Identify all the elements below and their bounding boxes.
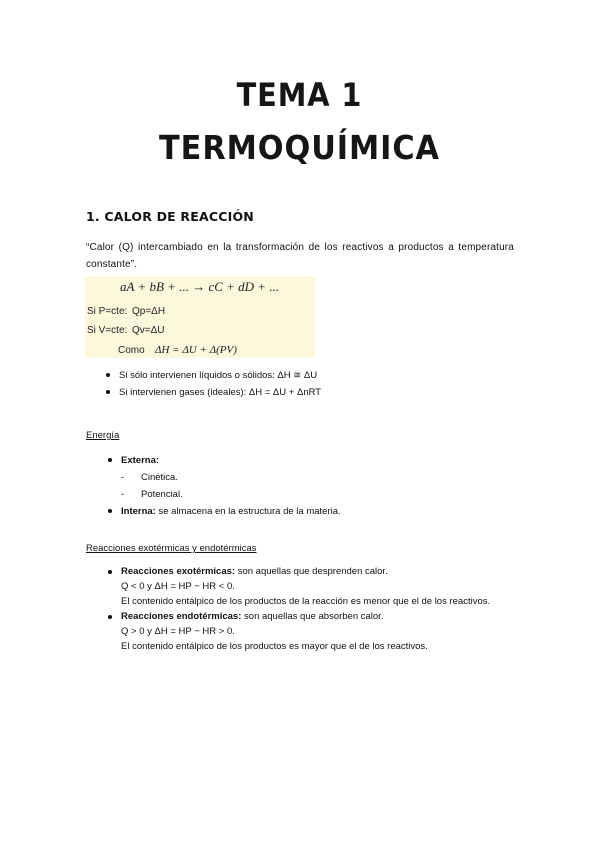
endo-label: Reacciones endotérmicas:: [121, 611, 242, 622]
formula-image: [85, 276, 315, 358]
subheading-reacciones: Reacciones exotérmicas y endotérmicas: [86, 543, 257, 554]
list-item: [119, 384, 321, 401]
list-item: [119, 367, 321, 384]
energia-bullet-list: [121, 452, 341, 520]
interna-label: Interna:: [121, 506, 156, 517]
subheading-energia: Energía: [86, 430, 120, 441]
enthalpy-relation: ΔH = ΔU + Δ(PV): [155, 344, 237, 356]
reaction-equation: aA + bB + ... → cC + dD + ...: [120, 279, 280, 294]
bullet-icon: [108, 458, 112, 462]
calor-bullet-list: [119, 367, 321, 401]
condition-label-volume: Si V=cte:: [87, 325, 128, 336]
list-item: [121, 486, 341, 503]
condition-value-volume: Qv=ΔU: [132, 325, 165, 336]
externa-sublist: [121, 469, 341, 503]
bullet-text: Si sólo intervienen líquidos o sólidos: ΔH ≅ ΔU: [119, 370, 318, 381]
sublist-text: Cinética.: [141, 472, 178, 483]
dash-icon: -: [121, 472, 125, 483]
condition-value-pressure: Qp=ΔH: [132, 306, 166, 317]
title-line-2: TERMOQUÍMICA: [159, 128, 440, 167]
definition-paragraph: “Calor (Q) intercambiado en la transformación de los reactivos a productos a temperatura constante”.: [86, 242, 514, 270]
endo-text: son aquellas que absorben calor.: [241, 611, 384, 622]
exo-text: son aquellas que desprenden calor.: [235, 566, 388, 577]
interna-text: se almacena en la estructura de la materia.: [155, 506, 341, 517]
list-item: [121, 564, 541, 609]
reacciones-bullet-list: [121, 564, 541, 654]
sublist-text: Potencial.: [141, 489, 183, 500]
bullet-icon: [106, 390, 110, 394]
list-item: [121, 452, 341, 503]
exo-condition: Q < 0 y ΔH = HP − HR < 0.: [121, 581, 235, 592]
bullet-icon: [108, 570, 112, 574]
bullet-icon: [108, 615, 112, 619]
dash-icon: -: [121, 489, 125, 500]
title-line-1: TEMA 1: [236, 76, 363, 114]
bullet-icon: [108, 509, 112, 513]
exo-label: Reacciones exotérmicas:: [121, 566, 236, 577]
endo-condition: Q > 0 y ΔH = HP − HR > 0.: [121, 626, 235, 637]
bullet-text: Si intervienen gases (ideales): ΔH = ΔU + ΔnRT: [119, 387, 322, 398]
list-item: [121, 469, 341, 486]
endo-explanation: El contenido entálpico de los productos es mayor que el de los reactivos.: [121, 641, 428, 652]
exo-explanation: El contenido entálpico de los productos de la reacción es menor que el de los reactivos.: [121, 596, 491, 607]
list-item: [121, 609, 541, 654]
condition-label-pressure: Si P=cte:: [87, 306, 128, 317]
externa-label: Externa:: [121, 455, 160, 466]
list-item: [121, 503, 341, 520]
como-label: Como: [118, 345, 145, 356]
bullet-icon: [106, 373, 110, 377]
section-heading-calor: 1. CALOR DE REACCIÓN: [86, 209, 254, 224]
